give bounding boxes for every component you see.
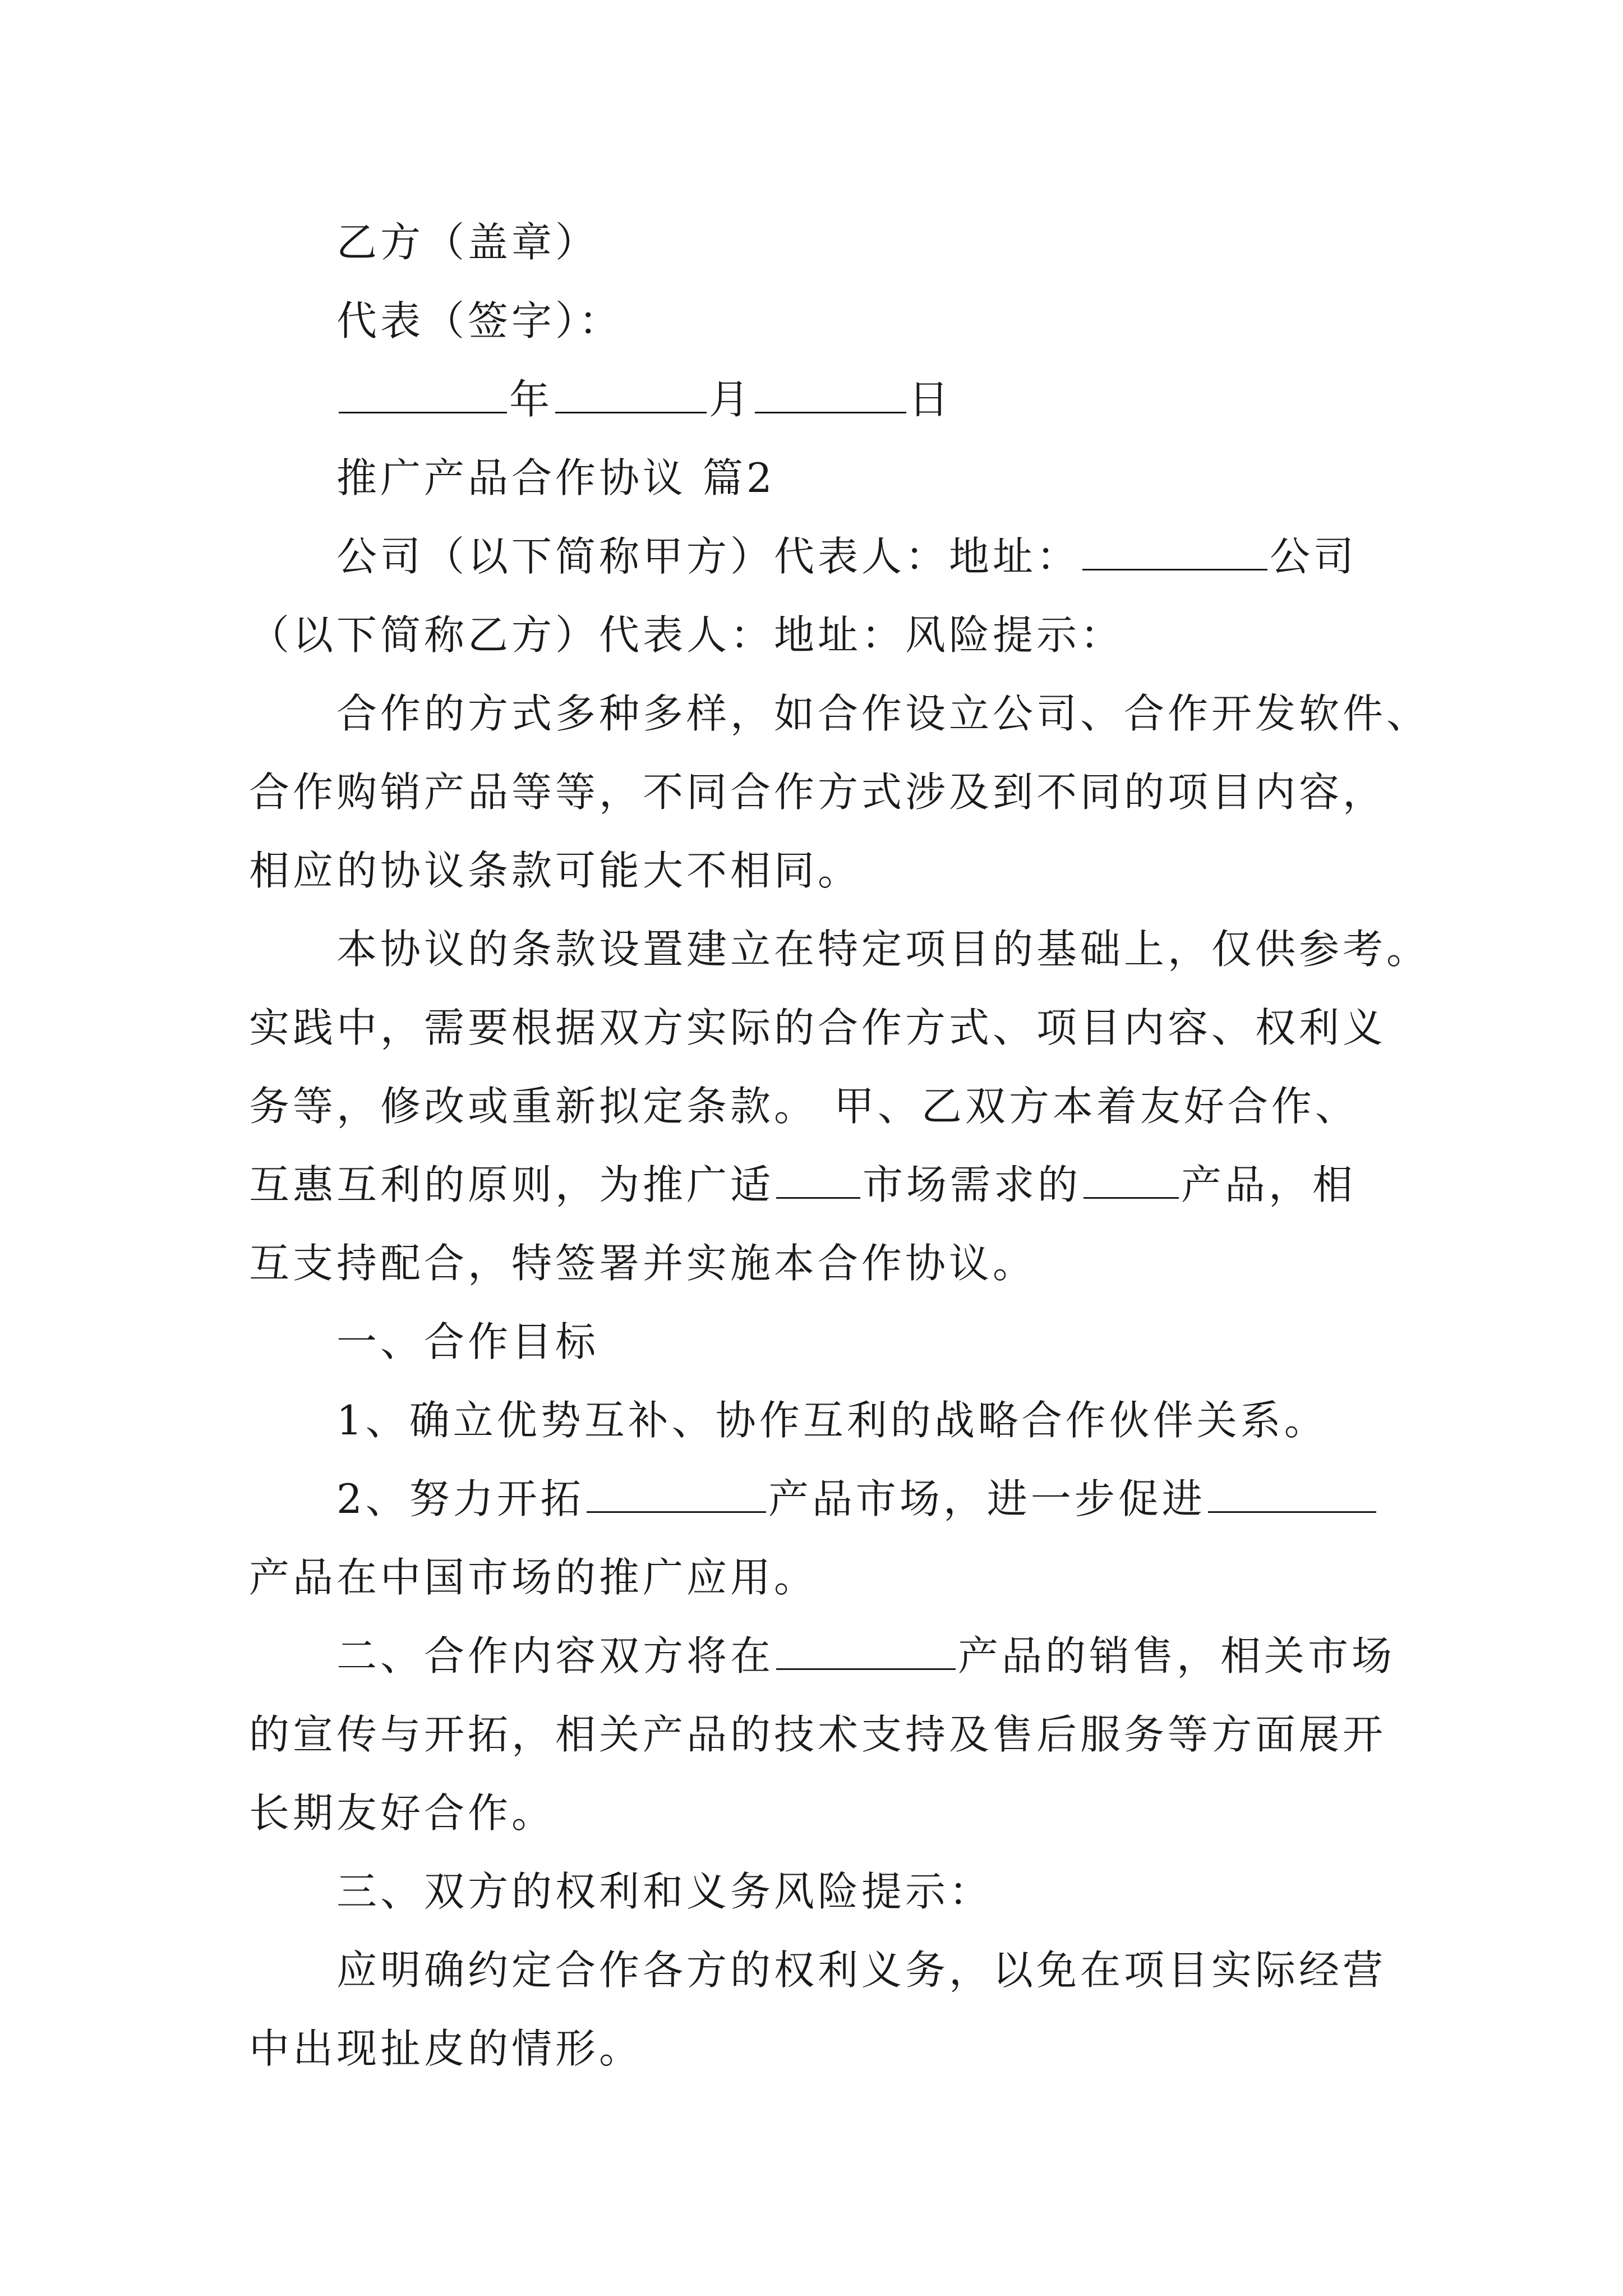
goal-item-2-text-b: 产品市场，进一步促进 <box>768 1475 1206 1522</box>
representative-sign-line: 代表（签字）： <box>336 297 623 344</box>
basis-para-line-2: 实践中，需要根据双方实际的合作方式、项目内容、权利义 <box>249 1004 1387 1051</box>
year-blank <box>339 371 507 413</box>
content-line-2: 的宣传与开拓，相关产品的技术支持及售后服务等方面展开 <box>249 1711 1387 1758</box>
intro-party-a: 公司（以下简称甲方）代表人：地址： <box>336 533 1081 580</box>
basis-para-line-5: 互支持配合，特签署并实施本合作协议。 <box>249 1240 1037 1287</box>
content-text-a: 二、合作内容双方将在 <box>336 1632 774 1680</box>
basis-para-line-3: 务等，修改或重新拟定条款。 甲、乙双方本着友好合作、 <box>249 1083 1359 1130</box>
basis-text-b: 市场需求的 <box>863 1161 1082 1208</box>
basis-text-c: 产品，相 <box>1181 1161 1357 1208</box>
risk-para-line-2: 合作购销产品等等，不同合作方式涉及到不同的项目内容， <box>249 769 1387 816</box>
rights-line-2: 中出现扯皮的情形。 <box>249 2025 643 2072</box>
rights-line-1: 应明确约定合作各方的权利义务，以免在项目实际经营 <box>336 1947 1387 1994</box>
market-blank <box>776 1157 860 1199</box>
goal-item-2-text-a: 2、努力开拓 <box>336 1475 584 1522</box>
explore-product-blank <box>587 1471 766 1513</box>
day-label: 日 <box>909 376 953 423</box>
intro-company: 公司 <box>1270 533 1358 580</box>
date-line <box>336 371 1387 427</box>
party-b-seal-line: 乙方（盖章） <box>336 219 600 266</box>
month-label: 月 <box>709 376 753 423</box>
goal-item-1: 1、确立优势互补、协作互利的战略合作伙伴关系。 <box>336 1397 1328 1444</box>
section-title: 推广产品合作协议 篇2 <box>336 454 776 501</box>
promote-product-blank <box>1208 1471 1376 1513</box>
goal-item-2 <box>336 1471 1387 1527</box>
content-line-3: 长期友好合作。 <box>249 1789 556 1837</box>
content-line-1 <box>336 1628 1396 1684</box>
product-blank <box>1083 1157 1179 1199</box>
goal-heading: 一、合作目标 <box>336 1318 600 1365</box>
goal-item-2-continued: 产品在中国市场的推广应用。 <box>249 1554 818 1601</box>
risk-para-line-3: 相应的协议条款可能大不相同。 <box>249 847 862 894</box>
year-label: 年 <box>509 376 554 423</box>
day-blank <box>755 371 906 413</box>
basis-text-a: 互惠互利的原则，为推广适 <box>249 1161 774 1208</box>
risk-para-line-1: 合作的方式多种多样，如合作设立公司、合作开发软件、 <box>336 690 1431 737</box>
intro-line-2: （以下简称乙方）代表人：地址：风险提示： <box>249 611 1124 659</box>
sales-product-blank <box>776 1628 956 1670</box>
rights-heading: 三、双方的权利和义务风险提示： <box>336 1868 993 1915</box>
basis-para-line-4 <box>249 1157 1387 1213</box>
intro-line-1 <box>336 528 1387 585</box>
content-text-b: 产品的销售，相关市场 <box>958 1632 1396 1680</box>
basis-para-line-1: 本协议的条款设置建立在特定项目的基础上，仅供参考。 <box>336 926 1431 973</box>
party-b-company-blank <box>1082 528 1267 570</box>
month-blank <box>555 371 707 413</box>
